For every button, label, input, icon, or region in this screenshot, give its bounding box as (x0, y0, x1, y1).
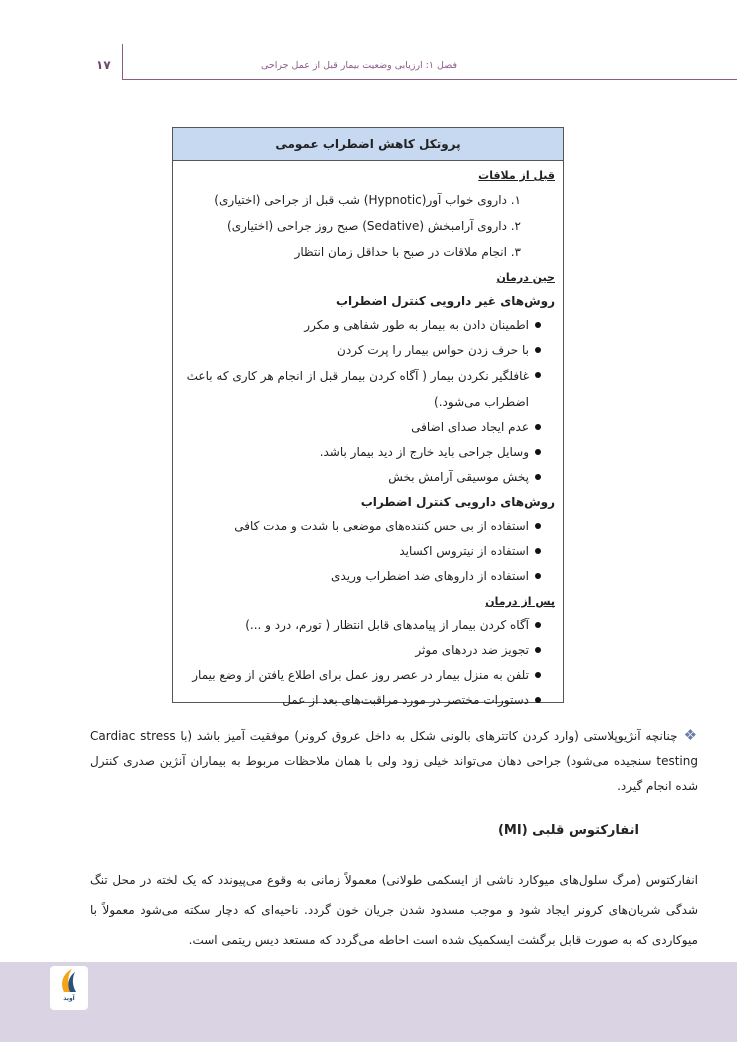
protocol-box (172, 127, 564, 707)
list-item: پخش موسیقی آرامش بخش (183, 465, 555, 490)
header-vertical-rule (122, 44, 123, 80)
protocol-title: پروتکل کاهش اضطراب عمومی (173, 128, 563, 161)
infarction-paragraph: انفارکتوس (مرگ سلول‌های میوکارد ناشی از ایسکمی طولانی) معمولاً زمانی به وقوع می‌پیوندد که یک لخته در محل تنگ شدگی شریان‌های کرونر ایجاد شود و موجب مسدود شدن جریان خون گردد. ناحیه‌ای که دچار سکته می‌شود معمولاً با میوکاردی که به صورت قابل برگشت ایسکمیک شده است احاطه می‌گردد که مستعد دیس ریتمی است. (90, 873, 698, 947)
bullet-icon (535, 474, 541, 480)
bullet-icon (535, 573, 541, 579)
list-item: استفاده از داروهای ضد اضطراب وریدی (183, 564, 555, 589)
bullet-icon (535, 672, 541, 678)
list-item: غافلگیر نکردن بیمار ( آگاه کردن بیمار قبل از انجام هر کاری که باعث اضطراب می‌شود.) (183, 363, 555, 415)
list-item: ۳. انجام ملاقات در صبح با حداقل زمان انتظار (294, 245, 521, 259)
list-item: آگاه کردن بیمار از پیامدهای قابل انتظار ( تورم، درد و ...) (183, 613, 555, 638)
section-heading: انفارکتوس قلبی (MI) (497, 823, 639, 838)
list-item: دستورات مختصر در مورد مراقبت‌های بعد از عمل (183, 688, 555, 713)
header-rule (123, 79, 737, 80)
bullet-icon (535, 347, 541, 353)
bullet-icon (535, 548, 541, 554)
page-number: ۱۷ (96, 58, 111, 72)
drug-methods-heading: روش‌های دارویی کنترل اضطراب (360, 495, 555, 509)
bullet-icon (535, 424, 541, 430)
bullet-icon (535, 322, 541, 328)
list-item: اطمینان دادن به بیمار به طور شفاهی و مکرر (183, 313, 555, 338)
protocol-body (173, 161, 563, 713)
section-after-treatment: پس از درمان (485, 595, 555, 608)
bullet-icon (535, 372, 541, 378)
bullet-icon (535, 622, 541, 628)
list-item: با حرف زدن حواس بیمار را پرت کردن (183, 338, 555, 363)
section-before-visit: قبل از ملاقات (478, 169, 555, 182)
diamond-bullet-icon: ❖ (683, 726, 698, 744)
list-item: عدم ایجاد صدای اضافی (183, 415, 555, 440)
publisher-logo (50, 966, 88, 1010)
logo-mark-icon (50, 966, 88, 996)
section-during-treatment: حین درمان (496, 271, 555, 284)
list-item: استفاده از نیتروس اکساید (183, 539, 555, 564)
angioplasty-paragraph: ❖چنانچه آنژیوپلاستی (وارد کردن کاتترهای بالونی شکل به داخل عروق کرونر) موفقیت آمیز باشد (با Cardiac stress testing سنجیده می‌شود) جراحی دهان می‌تواند خیلی زود ولی با همان ملاحظات مربوط به بیماران آنژین صدری کنترل شده انجام گیرد. (90, 726, 698, 793)
bullet-icon (535, 697, 541, 703)
bullet-icon (535, 523, 541, 529)
list-item: استفاده از بی حس کننده‌های موضعی با شدت و مدت کافی (183, 514, 555, 539)
nondrug-methods-heading: روش‌های غیر دارویی کنترل اضطراب (336, 294, 555, 308)
chapter-title: فصل ۱: ارزیابی وضعیت بیمار قبل از عمل جراحی (260, 60, 457, 71)
logo-text: آوید (63, 995, 75, 1002)
list-item: ۲. داروی آرامبخش (Sedative) صبح روز جراحی (اختیاری) (227, 219, 521, 233)
list-item: تجویز ضد دردهای موثر (183, 638, 555, 663)
list-item: ۱. داروی خواب آور(Hypnotic) شب قبل از جراحی (اختیاری) (214, 193, 521, 207)
list-item: تلفن به منزل بیمار در عصر روز عمل برای اطلاع یافتن از وضع بیمار (183, 663, 555, 688)
bullet-icon (535, 449, 541, 455)
list-item: وسایل جراحی باید خارج از دید بیمار باشد. (183, 440, 555, 465)
bullet-icon (535, 647, 541, 653)
footer-band (0, 962, 737, 1042)
